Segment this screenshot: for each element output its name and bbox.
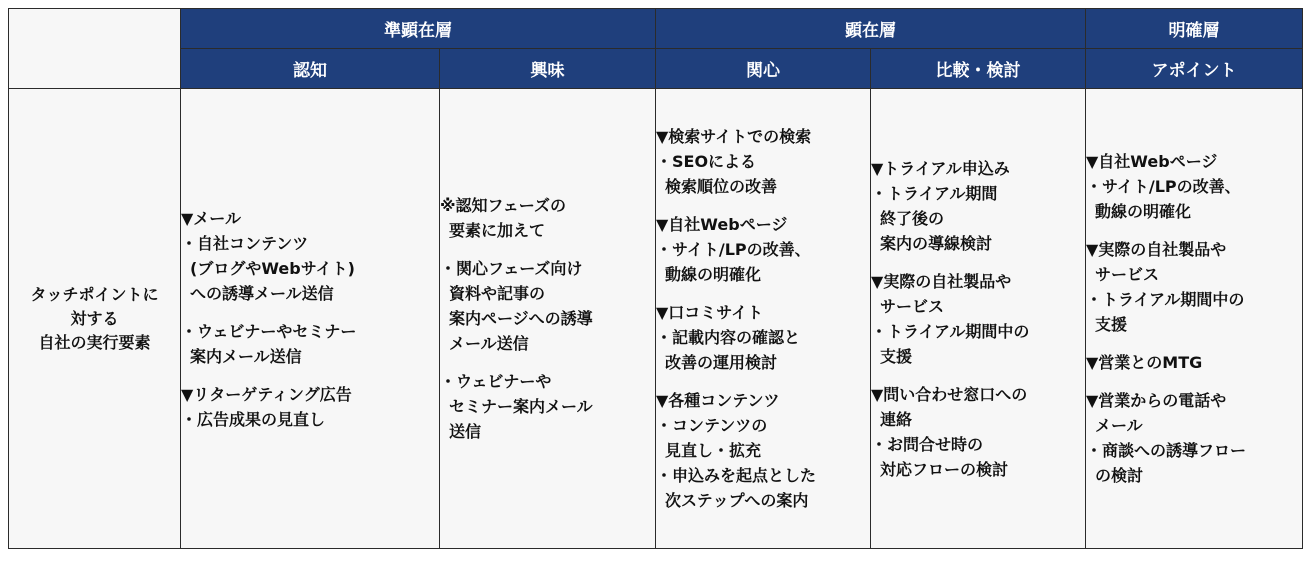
item-line: ▼実際の自社製品や — [871, 271, 1012, 291]
item-line: への誘導メール送信 — [190, 283, 334, 303]
item-line: ▼メール — [181, 208, 241, 228]
item-line: ・トライアル期間 — [871, 183, 998, 203]
item-line: ・サイト/LPの改善、 — [1086, 177, 1241, 196]
item-group — [656, 300, 870, 375]
item-group — [181, 382, 439, 432]
item-group — [1086, 237, 1302, 337]
item-line: ▼口コミサイト — [656, 303, 764, 322]
row-header-cell — [9, 89, 181, 549]
item-line: 要素に加えて — [449, 221, 546, 240]
stage-header-manifest: 顕在層 — [656, 9, 1086, 49]
item-line: ・申込みを起点とした — [656, 466, 817, 485]
cell-awareness — [181, 89, 440, 549]
item-line: ▼検索サイトでの検索 — [656, 127, 812, 146]
item-line: 案内ページへの誘導 — [449, 309, 593, 328]
phase-header-awareness: 認知 — [181, 49, 440, 89]
item-line: メール — [1095, 416, 1143, 435]
item-line: ▼自社Webページ — [1086, 152, 1218, 171]
phase-header-concern: 関心 — [656, 49, 871, 89]
item-line: 動線の明確化 — [1095, 202, 1192, 221]
item-group — [871, 382, 1085, 482]
touchpoint-matrix-table — [8, 8, 1303, 549]
body-row — [9, 89, 1303, 549]
item-group — [440, 256, 655, 356]
item-line: 送信 — [449, 422, 482, 441]
item-line: ・サイト/LPの改善、 — [656, 240, 811, 259]
item-line: ・ウェビナーやセミナー — [181, 321, 357, 341]
item-line: 支援 — [1095, 315, 1128, 334]
item-line: 動線の明確化 — [665, 265, 762, 284]
item-line: ・関心フェーズ向け — [440, 259, 583, 278]
item-line: ・記載内容の確認と — [656, 328, 801, 347]
item-line: 資料や記事の — [449, 284, 546, 303]
phase-header-row — [9, 49, 1303, 89]
item-group — [1086, 350, 1302, 375]
item-group — [181, 319, 439, 369]
item-line: メール送信 — [449, 334, 529, 353]
stage-header-row — [9, 9, 1303, 49]
item-line: ・ウェビナーや — [440, 372, 552, 391]
item-line: ・SEOによる — [656, 152, 757, 171]
item-group — [656, 388, 870, 513]
stage-header-definite: 明確層 — [1086, 9, 1303, 49]
item-line: ・広告成果の見直し — [181, 409, 326, 429]
item-line: 支援 — [880, 346, 913, 366]
item-line: セミナー案内メール — [449, 397, 593, 416]
item-line: 終了後の — [880, 208, 945, 228]
item-group — [656, 124, 870, 199]
item-line: ・トライアル期間中の — [1086, 290, 1245, 309]
cell-concern — [656, 89, 871, 549]
item-line: ※認知フェーズの — [440, 196, 566, 215]
item-group — [440, 193, 655, 243]
cell-comparison — [871, 89, 1086, 549]
item-line: ・お問合せ時の — [871, 434, 984, 454]
item-group — [871, 269, 1085, 369]
phase-header-interest: 興味 — [440, 49, 656, 89]
item-line: サービス — [880, 296, 945, 316]
phase-header-appointment: アポイント — [1086, 49, 1303, 89]
item-line: ・自社コンテンツ — [181, 233, 309, 253]
item-group — [871, 156, 1085, 256]
item-group — [1086, 388, 1302, 488]
item-line: サービス — [1095, 265, 1160, 284]
corner-cell — [9, 9, 181, 89]
item-group — [181, 206, 439, 306]
item-group — [656, 212, 870, 287]
item-line: ▼営業からの電話や — [1086, 391, 1227, 410]
item-line: ・トライアル期間中の — [871, 321, 1030, 341]
item-line: ▼問い合わせ窓口への — [871, 384, 1028, 404]
item-line: ▼各種コンテンツ — [656, 391, 780, 410]
row-header-line: 自社の実行要素 — [38, 332, 151, 352]
item-line: ・コンテンツの — [656, 416, 768, 435]
stage-header-latent: 準顕在層 — [181, 9, 656, 49]
item-line: ▼トライアル申込み — [871, 158, 1010, 178]
item-line: 見直し・拡充 — [665, 441, 762, 460]
item-group — [440, 369, 655, 444]
phase-header-comparison: 比較・検討 — [871, 49, 1086, 89]
item-line: 次ステップへの案内 — [665, 491, 809, 510]
cell-interest — [440, 89, 656, 549]
item-line: ▼実際の自社製品や — [1086, 240, 1227, 259]
item-line: (ブログやWebサイト) — [190, 258, 355, 278]
item-line: ・商談への誘導フロー — [1086, 441, 1247, 460]
item-line: ▼営業とのMTG — [1086, 353, 1203, 372]
item-line: の検討 — [1095, 466, 1144, 485]
item-line: 案内の導線検討 — [880, 233, 993, 253]
item-line: 検索順位の改善 — [665, 177, 778, 196]
item-line: ▼自社Webページ — [656, 215, 788, 234]
item-line: 対応フローの検討 — [880, 459, 1009, 479]
row-header-line: 対する — [70, 308, 119, 328]
row-header-line: タッチポイントに — [30, 284, 159, 304]
item-line: 改善の運用検討 — [665, 353, 778, 372]
item-line: 案内メール送信 — [190, 346, 302, 366]
item-group — [1086, 149, 1302, 224]
cell-appointment — [1086, 89, 1303, 549]
item-line: ▼リターゲティング広告 — [181, 384, 352, 404]
item-line: 連絡 — [880, 409, 913, 429]
